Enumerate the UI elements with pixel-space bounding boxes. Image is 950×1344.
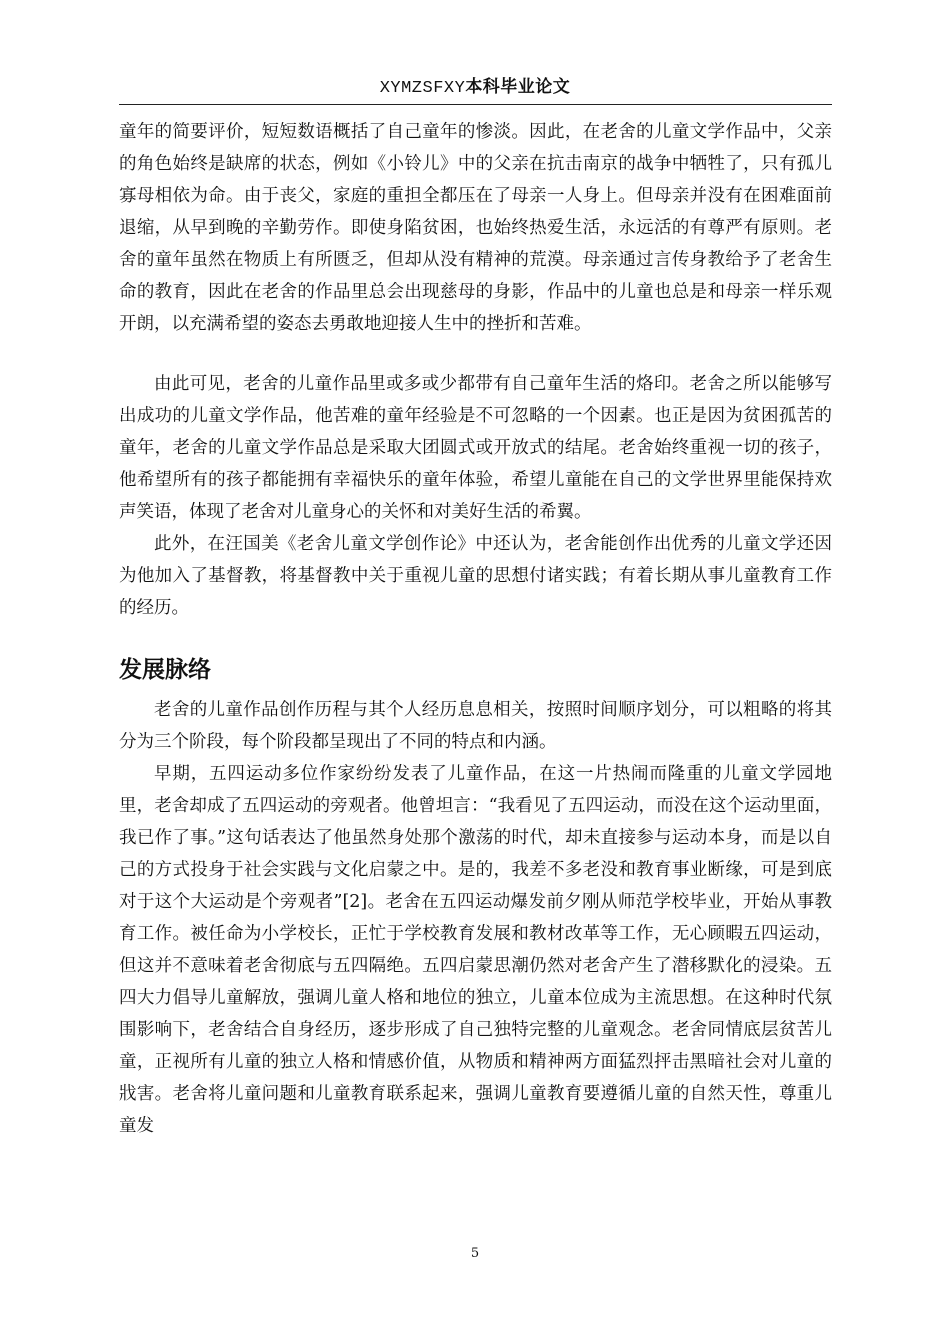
body-paragraph: 此外，在汪国美《老舍儿童文学创作论》中还认为，老舍能创作出优秀的儿童文学还因为他加入了基督教，将基督教中关于重视儿童的思想付诸实践；有着长期从事儿童教育工作的经历。 xyxy=(119,534,832,618)
page-number: 5 xyxy=(470,1246,480,1261)
header-divider xyxy=(119,104,832,105)
section-heading: 发展脉络 xyxy=(119,657,211,683)
section-paragraph: 老舍的儿童作品创作历程与其个人经历息息相关，按照时间顺序划分，可以粗略的将其分为三个阶段，每个阶段都呈现出了不同的特点和内涵。 xyxy=(119,700,832,752)
header-code: XYMZSFXY xyxy=(379,79,466,98)
section-paragraph: 早期，五四运动多位作家纷纷发表了儿童作品，在这一片热闹而隆重的儿童文学园地里，老舍却成了五四运动的旁观者。他曾坦言：“我看见了五四运动，而没在这个运动里面，我已作了事。”这句话表达了他虽然身处那个激荡的时代，却未直接参与运动本身，而是以自己的方式投身于社会实践与文化启蒙之中。是的，我差不多老没和教育事业断缘，可是到底对于这个大运动是个旁观者”[2]。老舍在五四运动爆发前夕刚从师范学校毕业，开始从事教育工作。被任命为小学校长，正忙于学校教育发展和教材改革等工作，无心顾暇五四运动，但这并不意味着老舍彻底与五四隔绝。五四启蒙思潮仍然对老舍产生了潜移默化的浸染。五四大力倡导儿童解放，强调儿童人格和地位的独立，儿童本位成为主流思想。在这种时代氛围影响下，老舍结合自身经历，逐步形成了自己独特完整的儿童观念。老舍同情底层贫苦儿童，正视所有儿童的独立人格和情感价值，从物质和精神两方面猛烈抨击黑暗社会对儿童的戕害。老舍将儿童问题和儿童教育联系起来，强调儿童教育要遵循儿童的自然天性，尊重儿童发 xyxy=(119,764,832,1136)
body-paragraph: 童年的简要评价，短短数语概括了自己童年的惨淡。因此，在老舍的儿童文学作品中，父亲的角色始终是缺席的状态，例如《小铃儿》中的父亲在抗击南京的战争中牺牲了，只有孤儿寡母相依为命。由于丧父，家庭的重担全都压在了母亲一人身上。但母亲并没有在困难面前退缩，从早到晚的辛勤劳作。即使身陷贫困，也始终热爱生活，永远活的有尊严有原则。老舍的童年虽然在物质上有所匮乏，但却从没有精神的荒漠。母亲通过言传身教给予了老舍生命的教育，因此在老舍的作品里总会出现慈母的身影，作品中的儿童也总是和母亲一样乐观开朗，以充满希望的姿态去勇敢地迎接人生中的挫折和苦难。 xyxy=(119,122,832,334)
body-paragraph: 由此可见，老舍的儿童作品里或多或少都带有自己童年生活的烙印。老舍之所以能够写出成功的儿童文学作品，他苦难的童年经验是不可忽略的一个因素。也正是因为贫困孤苦的童年，老舍的儿童文学作品总是采取大团圆式或开放式的结尾。老舍始终重视一切的孩子，他希望所有的孩子都能拥有幸福快乐的童年体验，希望儿童能在自己的文学世界里能保持欢声笑语，体现了老舍对儿童身心的关怀和对美好生活的希翼。 xyxy=(119,374,832,522)
header-title: 本科毕业论文 xyxy=(465,77,571,97)
page-body xyxy=(119,116,832,1142)
page-header xyxy=(0,72,950,98)
